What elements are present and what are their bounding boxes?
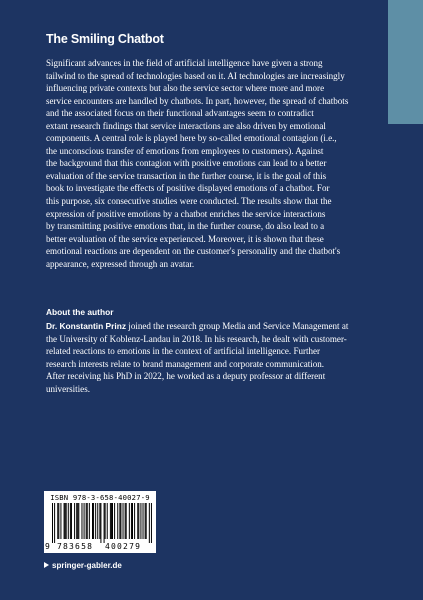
barcode-bar — [140, 503, 141, 539]
book-title: The Smiling Chatbot — [46, 32, 164, 46]
description-line: service encounters are handled by chatbots. In part, however, the spread of chatbots — [46, 95, 349, 106]
barcode-bar — [86, 503, 87, 539]
about-line: research interests relate to brand management and corporate communication. — [46, 358, 325, 369]
barcode-bar — [71, 503, 72, 539]
barcode-bar — [145, 503, 146, 539]
description-line: emotional reactions are dependent on the customer's personality and the chatbot's — [46, 246, 341, 257]
barcode-bar — [110, 503, 111, 539]
barcode-bar — [123, 503, 124, 539]
barcode-bar — [112, 503, 113, 539]
barcode-bar — [131, 503, 132, 539]
barcode-bar — [81, 503, 82, 539]
description-line: by transmitting positive emotions that, in the further course, do also lead to a — [46, 221, 325, 232]
barcode-bar — [97, 503, 98, 539]
barcode-bar — [92, 503, 93, 539]
publisher-link[interactable] — [44, 561, 122, 570]
barcode-bar — [137, 503, 138, 539]
barcode-bar — [120, 503, 121, 539]
barcode-bar — [146, 503, 147, 539]
barcode-bar — [87, 503, 88, 539]
barcode-bar — [129, 503, 130, 539]
description-line: the unconscious transfer of emotions from employees to customers). Against — [46, 145, 324, 156]
barcode-bar — [138, 503, 139, 539]
barcode-bar — [134, 503, 135, 539]
barcode-bar — [143, 503, 144, 539]
author-name: Dr. Konstantin Prinz — [46, 321, 127, 331]
barcode-bars — [52, 503, 152, 543]
barcode-bar — [54, 503, 55, 543]
description-line: evaluation of the service transaction in the further course, it is the goal of this — [46, 170, 327, 181]
about-line-rest: joined the research group Media and Service Management at — [126, 321, 349, 331]
about-line: universities. — [46, 383, 90, 394]
barcode-bar — [65, 503, 66, 539]
barcode-bar — [76, 503, 77, 539]
about-author-heading: About the author — [46, 307, 114, 317]
about-author-text — [46, 320, 376, 395]
description-line: tailwind to the spread of technologies based on it. AI technologies are increasingly — [46, 70, 345, 81]
arrow-right-icon — [44, 562, 49, 568]
barcode-bar — [119, 503, 120, 539]
about-line: related reactions to emotions in the context of artificial intelligence. Further — [46, 346, 321, 357]
barcode-bar — [89, 503, 90, 539]
isbn-label: ISBN 978-3-658-40027-9 — [50, 493, 150, 502]
description-line: Significant advances in the field of artificial intelligence have given a strong — [46, 58, 323, 68]
ean-left-group: 783658 — [57, 542, 94, 551]
description-line: better evaluation of the service experienced. Moreover, it is shown that these — [46, 233, 324, 244]
description-line: components. A central role is played here by so-called emotional contagion (i.e., — [46, 133, 337, 144]
barcode-bar — [78, 503, 79, 539]
accent-bar — [388, 0, 423, 124]
barcode-bar — [126, 503, 127, 539]
barcode-bar — [132, 503, 133, 539]
barcode-bar — [125, 503, 126, 539]
barcode-bar — [58, 503, 59, 539]
ean-right-group: 400279 — [105, 542, 142, 551]
description-line: appearance, expressed through an avatar. — [46, 258, 195, 269]
barcode-bar — [104, 503, 105, 543]
about-line: the University of Koblenz-Landau in 2018. In his research, he dealt with customer- — [46, 333, 347, 344]
barcode — [44, 491, 156, 553]
barcode-bar — [77, 503, 78, 539]
description-line: the background that this contagion with positive emotions can lead to a better — [46, 158, 327, 169]
barcode-bar — [111, 503, 112, 539]
about-line: After receiving his PhD in 2022, he worked as a deputy professor at different — [46, 371, 326, 382]
barcode-bar — [100, 503, 101, 543]
barcode-bar — [66, 503, 67, 539]
barcode-bar — [93, 503, 94, 539]
barcode-bar — [57, 503, 58, 539]
description-line: book to investigate the effects of positive displayed emotions of a chatbot. For — [46, 183, 330, 194]
barcode-bar — [117, 503, 118, 539]
barcode-bar — [95, 503, 96, 539]
barcode-bar — [52, 503, 53, 543]
barcode-bar — [114, 503, 115, 539]
barcode-bar — [107, 503, 108, 539]
description-line: expression of positive emotions by a chatbot enriches the service interactions — [46, 208, 326, 219]
barcode-bar — [70, 503, 71, 539]
description-line: and the associated focus on their functional advantages seem to contradict — [46, 108, 314, 119]
barcode-bar — [74, 503, 75, 539]
description-line: influencing private contexts but also the service sector where more and more — [46, 83, 325, 94]
barcode-bar — [68, 503, 69, 539]
barcode-bar — [149, 503, 150, 543]
barcode-bar — [105, 503, 106, 539]
ean-first-digit: 9 — [45, 542, 50, 551]
publisher-site-label: springer-gabler.de — [52, 561, 122, 570]
barcode-bar — [84, 503, 85, 539]
about-line — [46, 320, 376, 333]
description — [46, 57, 368, 270]
barcode-bar — [60, 503, 61, 539]
description-line: extant research findings that service interactions are also driven by emotional — [46, 120, 326, 131]
barcode-bar — [151, 503, 152, 543]
barcode-bar — [99, 503, 100, 539]
description-line: this purpose, six consecutive studies were conducted. The results show that the — [46, 196, 332, 207]
barcode-bar — [64, 503, 65, 539]
